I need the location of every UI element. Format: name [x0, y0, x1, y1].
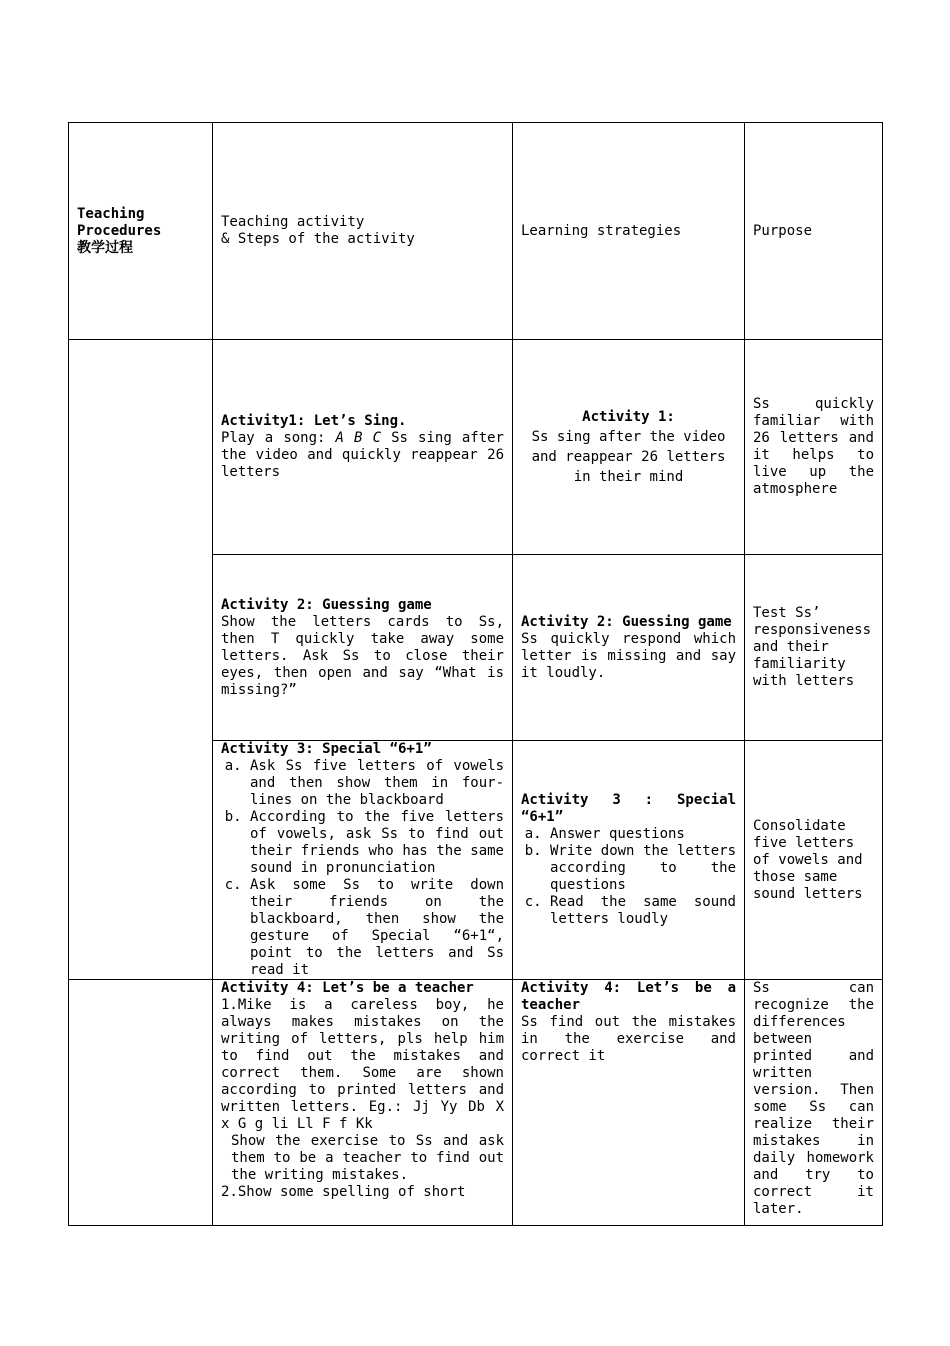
activity1-strategy: Activity 1: Ss sing after the video and reappear 26 letters in their mind [513, 340, 745, 555]
activity3-strategy-steps [521, 826, 736, 928]
list-item: c. Read the same sound letters loudly [550, 894, 736, 928]
table-row-activity4 [69, 980, 883, 1226]
activity4-purpose: Ss can recognize the differences between printed and written version. Then some Ss can realize their mistakes in daily homework and try to correct it later. [745, 980, 883, 1226]
procedure-cell-empty-2 [69, 980, 213, 1226]
list-item: a. Answer questions [550, 826, 736, 843]
header-learning-strategies: Learning strategies [513, 123, 745, 340]
activity4-strategy: Activity 4: Let’s be a teacher Ss find out the mistakes in the exercise and correct it [513, 980, 745, 1226]
lesson-plan-table [68, 122, 883, 1226]
procedure-cell-empty [69, 340, 213, 980]
activity1-purpose: Ss quickly familiar with 26 letters and it helps to live up the atmosphere [745, 340, 883, 555]
activity3-strategy: Activity 3 : Special “6+1” a. Answer questions b. Write down the letters according to the questions c. Read the same sound letters loudly [513, 741, 745, 980]
activity2-strategy: Activity 2: Guessing game Ss quickly respond which letter is missing and say it loudly. [513, 555, 745, 741]
header-purpose: Purpose [745, 123, 883, 340]
list-item: b. Write down the letters according to the questions [550, 843, 736, 894]
activity1-description: Activity1: Let’s Sing. Play a song: A B C Ss sing after the video and quickly reappear 26 letters [213, 340, 513, 555]
list-item: b. According to the five letters of vowels, ask Ss to find out their friends who has the same sound in pronunciation [250, 809, 504, 877]
activity4-description: Activity 4: Let’s be a teacher 1.Mike is a careless boy, he always makes mistakes on the writing of letters, pls help him to find out the mistakes and correct them. Some are shown according to printed letters and written letters. Eg.: Jj Yy Db X x G g li Ll F f Kk Show the exercise to Ss and ask them to be a teacher to find out the writing mistakes. 2.Show some spelling of short [213, 980, 513, 1226]
activity2-purpose: Test Ss’ responsiveness and their familiarity with letters [745, 555, 883, 741]
activity2-description: Activity 2: Guessing game Show the letters cards to Ss, then T quickly take away some letters. Ask Ss to close their eyes, then open and say “What is missing?” [213, 555, 513, 741]
activity3-purpose: Consolidate five letters of vowels and those same sound letters [745, 741, 883, 980]
list-item: c. Ask some Ss to write down their friends on the blackboard, then show the gesture of Special “6+1“, point to the letters and Ss read it [250, 877, 504, 979]
table-row-activity1 [69, 340, 883, 555]
activity3-description: Activity 3: Special “6+1” a. Ask Ss five letters of vowels and then show them in four-lines on the blackboard b. According to the five letters of vowels, ask Ss to find out their friends who has the same sound in pronunciation c. Ask some Ss to write down their friends on the blackboard, then show the gesture of Special “6+1“, point to the letters and Ss read it [213, 741, 513, 980]
header-teaching-activity: Teaching activity & Steps of the activity [213, 123, 513, 340]
header-teaching-procedures: Teaching Procedures 教学过程 [69, 123, 213, 340]
header-row [69, 123, 883, 340]
activity3-steps [221, 758, 504, 979]
list-item: a. Ask Ss five letters of vowels and then show them in four-lines on the blackboard [250, 758, 504, 809]
